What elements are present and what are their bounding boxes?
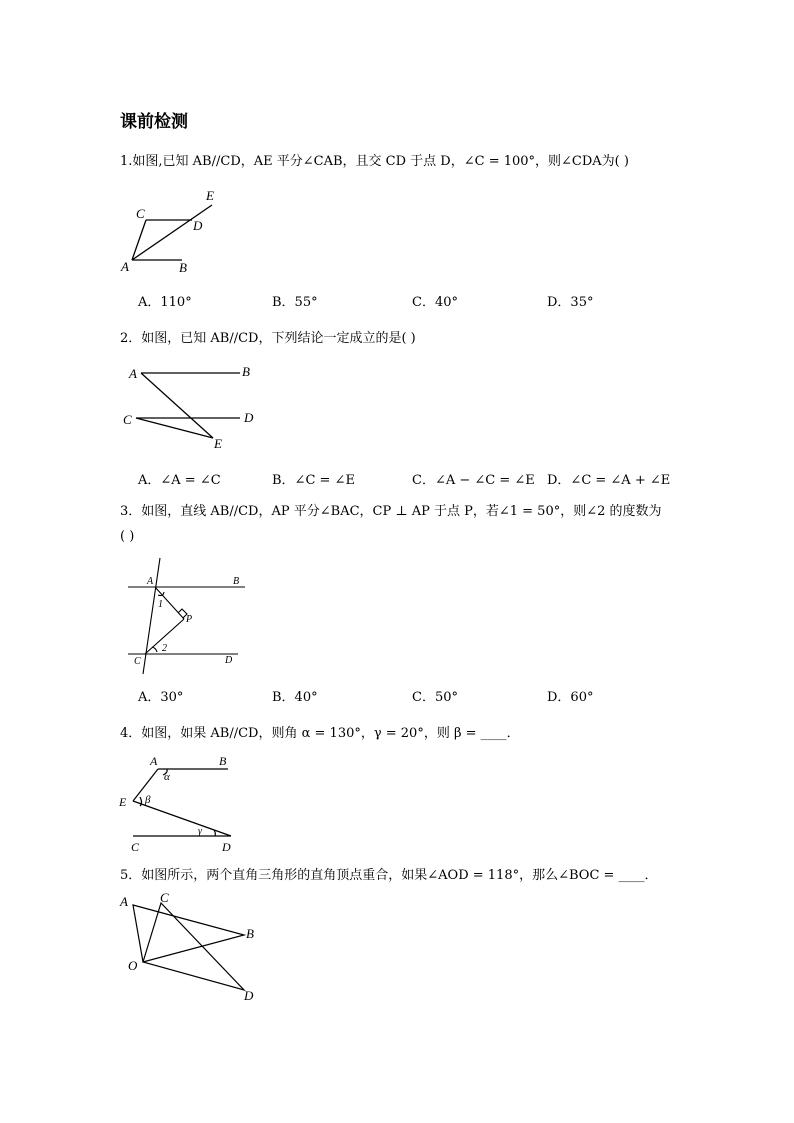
q1-option-c[interactable]: C．40° <box>412 295 458 310</box>
question-4-stem: 4．如图，如果 AB//CD，则角 α = 130°，γ = 20°，则 β = ____． <box>120 726 520 741</box>
q1-label-b: B <box>179 260 187 275</box>
q2-label-e: E <box>214 436 222 451</box>
page-title: 课前检测 <box>120 112 188 132</box>
q4-label-e: E <box>119 795 127 809</box>
question-1-stem: 1.如图,已知 AB//CD，AE 平分∠CAB，且交 CD 于点 D，∠C = 100°，则∠CDA为( ) <box>120 154 629 169</box>
q3-label-b: B <box>233 576 240 587</box>
q4-label-alpha: α <box>164 771 170 783</box>
question-3-stem-cont: ( ) <box>120 529 135 544</box>
question-2-stem: 2．如图，已知 AB//CD，下列结论一定成立的是( ) <box>120 331 416 346</box>
q4-label-b: B <box>219 754 227 768</box>
q5-triangle-cod <box>143 903 244 990</box>
q3-option-c[interactable]: C．50° <box>412 690 458 705</box>
q2-option-b[interactable]: B．∠C = ∠E <box>272 473 355 488</box>
q2-option-d[interactable]: D．∠C = ∠A + ∠E <box>547 473 671 488</box>
q5-label-b: B <box>246 926 254 941</box>
q4-label-a: A <box>150 754 158 768</box>
q3-option-a[interactable]: A．30° <box>138 690 184 705</box>
q3-label-c: C <box>134 656 141 667</box>
q4-label-c: C <box>131 840 140 854</box>
q3-label-a: A <box>147 576 154 587</box>
q1-label-e: E <box>206 188 214 203</box>
question-5-stem: 5．如图所示，两个直角三角形的直角顶点重合，如果∠AOD = 118°，那么∠BOC = ____． <box>120 868 658 883</box>
q1-option-d[interactable]: D．35° <box>547 295 594 310</box>
q4-label-d: D <box>222 840 231 854</box>
q5-label-a: A <box>120 894 128 909</box>
q2-option-c[interactable]: C．∠A − ∠C = ∠E <box>412 473 535 488</box>
q5-label-d: D <box>244 988 254 1003</box>
q2-label-a: A <box>129 366 137 381</box>
q1-label-a: A <box>121 259 129 274</box>
q5-triangle-aob <box>133 905 244 962</box>
q2-option-a[interactable]: A．∠A = ∠C <box>138 473 221 488</box>
q1-option-a[interactable]: A．110° <box>138 295 192 310</box>
q4-label-gamma: γ <box>198 826 202 837</box>
q2-label-b: B <box>242 364 250 379</box>
q2-label-c: C <box>123 412 132 427</box>
q3-label-d: D <box>225 655 233 666</box>
q2-label-d: D <box>244 410 254 425</box>
q5-label-o: O <box>128 958 138 973</box>
q3-option-d[interactable]: D．60° <box>547 690 594 705</box>
q1-option-b[interactable]: B．55° <box>272 295 318 310</box>
question-3-stem: 3．如图，直线 AB//CD，AP 平分∠BAC，CP ⊥ AP 于点 P，若∠1 = 50°，则∠2 的度数为 <box>120 504 662 519</box>
q4-label-beta: β <box>145 794 151 806</box>
q3-label-angle-1: 1 <box>158 599 163 610</box>
q5-label-c: C <box>160 890 169 905</box>
q1-label-c: C <box>136 206 145 221</box>
q3-label-angle-2: 2 <box>162 643 167 654</box>
q1-label-d: D <box>193 218 203 233</box>
q3-option-b[interactable]: B．40° <box>272 690 318 705</box>
q3-label-p: P <box>186 614 193 625</box>
